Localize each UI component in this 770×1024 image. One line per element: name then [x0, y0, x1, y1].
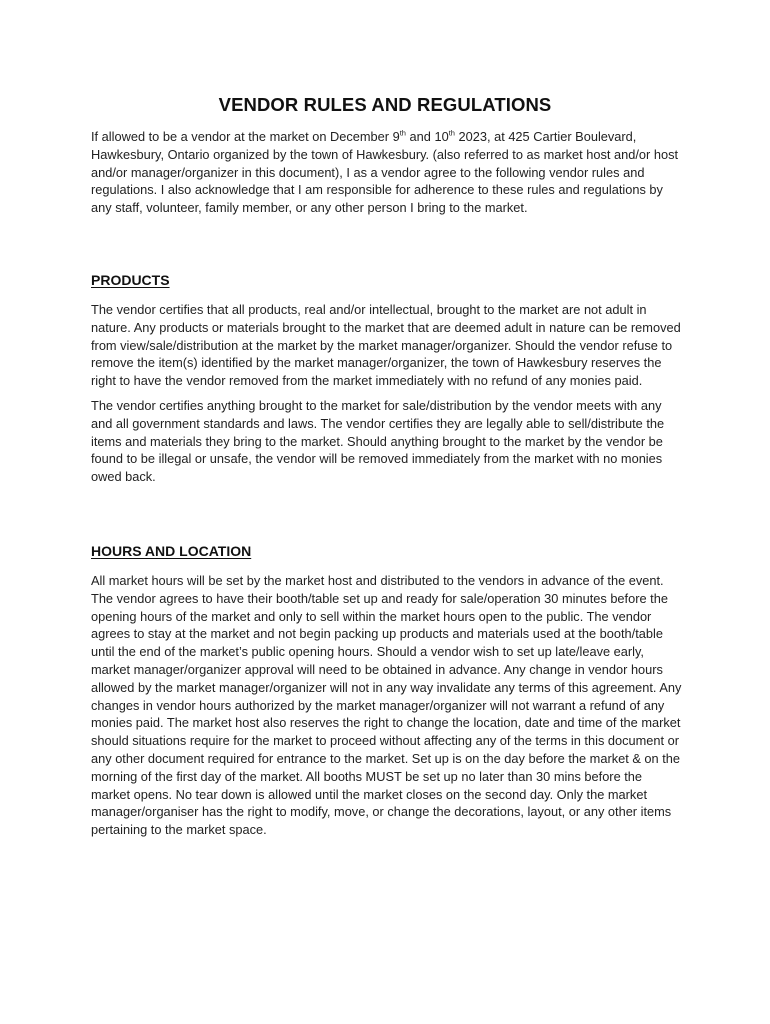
intro-text [91, 128, 683, 217]
intro-paragraph [91, 128, 683, 224]
section-body-products [91, 301, 683, 493]
ordinal-suffix: th [448, 128, 455, 138]
products-paragraph: The vendor certifies anything brought to the market for sale/distribution by the vendor meets with any and all government standards and laws. The vendor certifies they are legally able to sell/distribute the items and materials they bring to the market. Should anything brought to the market by the vendor be found to be illegal or unsafe, the vendor will be removed immediately from the market with no monies owed back. [91, 397, 665, 485]
section-body-hours-and-location [91, 572, 683, 846]
intro-text-part3: 2023, at 425 Cartier Boulevard, Hawkesbury, Ontario organized by the town of Hawkesbury. (also referred to as market host and/or host and/or manager/organizer in this document), I as a vendor agree to the following vendor rules and regulations. I also acknowledge that I am responsible for adherence to these rules and regulations by any staff, volunteer, family member, or any other person I bring to the market. [91, 129, 679, 216]
hours-paragraph: All market hours will be set by the market host and distributed to the vendors in advance of the event. The vendor agrees to have their booth/table set up and ready for sale/operation 30 minutes before the opening hours of the market and only to sell within the market hours open to the public. The vendor agrees to stay at the market and not begin packing up products and materials used at the booth/table until the end of the market’s public opening hours. Should a vendor wish to set up late/leave early, market manager/organizer approval will need to be obtained in advance. Any change in vendor hours allowed by the market manager/organizer will not in any way invalidate any terms of this agreement. Any changes in vendor hours authorized by the market manager/organizer will not warrant a refund of any monies paid. The market host also reserves the right to change the location, date and time of the market should situations require for the market to proceed without affecting any of the terms in this document or any other document required for entrance to the market. Set up is on the day before the market & on the morning of the first day of the market. All booths MUST be set up no later than 30 mins before the market opens. No tear down is allowed until the market closes on the second day. Only the market manager/organiser has the right to modify, move, or change the decorations, layout, or any other items pertaining to the market space. [91, 573, 682, 838]
section-heading-products: PRODUCTS [91, 272, 170, 288]
ordinal-suffix: th [399, 128, 406, 138]
intro-text-part1: If allowed to be a vendor at the market on December 9 [91, 129, 400, 144]
section-heading-hours-and-location: HOURS AND LOCATION [91, 543, 252, 559]
intro-text-part2: and 10 [405, 129, 449, 144]
document-title: VENDOR RULES AND REGULATIONS [218, 94, 552, 115]
products-paragraph: The vendor certifies that all products, real and/or intellectual, brought to the market are not adult in nature. Any products or materials brought to the market that are deemed adult in nature can be removed from view/sale/distribution at the market by the market manager/organizer. Should the vendor refuse to remove the item(s) identified by the market manager/organizer, the town of Hawkesbury reserves the right to have the vendor removed from the market immediately with no refund of any monies paid. [91, 302, 681, 389]
